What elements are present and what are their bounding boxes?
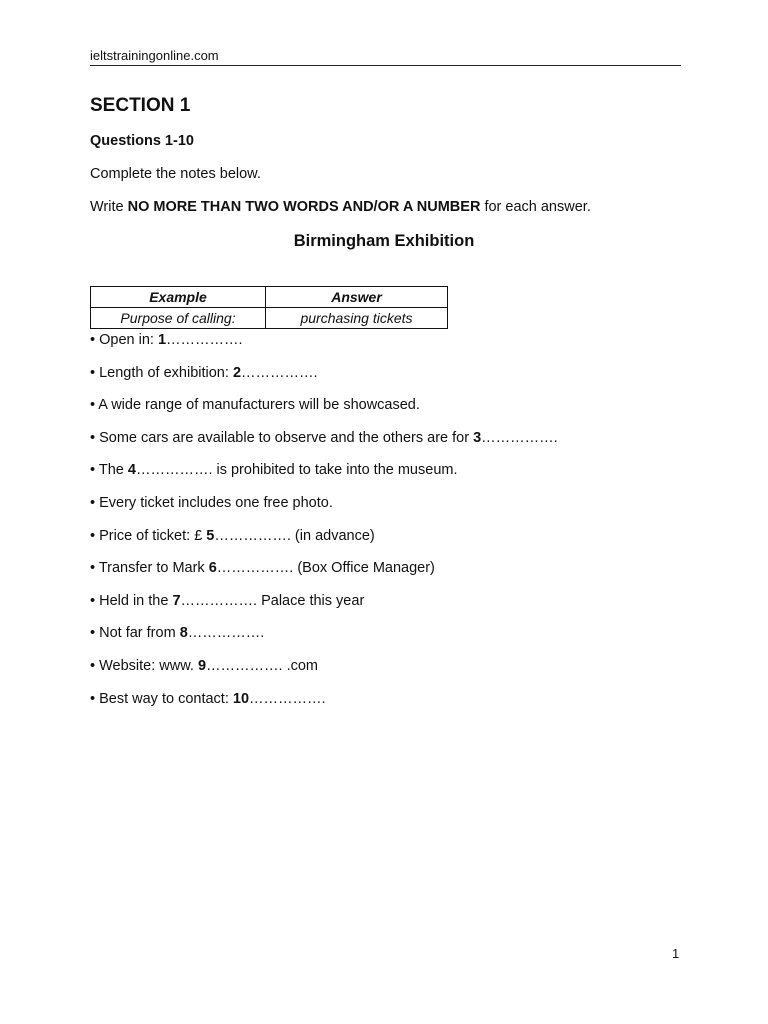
word-limit-instruction (90, 199, 591, 215)
note-item (90, 656, 558, 689)
note-item (90, 623, 558, 656)
answer-header: Answer (266, 287, 448, 308)
answer-blank: ……………. (187, 625, 265, 642)
note-text: • Transfer to Mark (90, 560, 209, 577)
question-number: 9 (197, 657, 207, 674)
note-item (90, 428, 558, 461)
note-item (90, 460, 558, 493)
instruction-suffix: for each answer. (480, 199, 591, 215)
note-text: • Every ticket includes one free photo. (90, 494, 333, 511)
example-cell: Purpose of calling: (91, 308, 266, 329)
answer-cell: purchasing tickets (266, 308, 448, 329)
question-number: 10 (232, 690, 250, 707)
note-text: • Website: www. (90, 657, 198, 674)
question-number: 7 (172, 592, 181, 609)
note-text: • A wide range of manufacturers will be showcased. (90, 397, 420, 414)
instruction-prefix: Write (90, 199, 128, 215)
instruction-bold: NO MORE THAN TWO WORDS AND/OR A NUMBER (127, 199, 481, 215)
answer-blank: ……………. is prohibited to take into the museum. (135, 462, 458, 479)
note-text: • Price of ticket: £ (90, 527, 207, 544)
answer-blank: ……………. (249, 690, 326, 707)
example-header: Example (91, 287, 266, 308)
note-item (90, 591, 558, 624)
notes-list (90, 330, 558, 721)
answer-blank: ……………. (166, 332, 243, 348)
note-text: • Held in the (90, 592, 173, 609)
question-number: 8 (179, 625, 188, 642)
answer-blank: ……………. (481, 429, 558, 446)
answer-blank: ……………. (241, 364, 318, 381)
answer-blank: ……………. .com (206, 657, 319, 674)
note-text: • Open in: (90, 332, 158, 348)
answer-blank: ……………. (in advance) (214, 527, 375, 544)
note-item (90, 493, 558, 526)
header-rule (90, 65, 681, 66)
section-title: SECTION 1 (90, 95, 191, 116)
answer-blank: ……………. (Box Office Manager) (216, 560, 435, 577)
note-item (90, 689, 558, 722)
question-number: 1 (157, 332, 167, 348)
question-number: 2 (232, 364, 242, 381)
question-number: 5 (206, 527, 215, 544)
note-item (90, 395, 558, 428)
site-header: ieltstrainingonline.com (90, 48, 219, 63)
example-table-row (91, 308, 448, 329)
complete-instruction: Complete the notes below. (90, 166, 261, 182)
question-number: 4 (127, 462, 136, 479)
note-text: • Not far from (90, 625, 180, 642)
example-table-header-row (91, 287, 448, 308)
note-text: • Best way to contact: (90, 690, 233, 707)
exhibition-title: Birmingham Exhibition (293, 232, 475, 250)
question-number: 6 (208, 560, 217, 577)
example-table (90, 286, 448, 329)
note-item (90, 558, 558, 591)
page-number: 1 (672, 946, 680, 961)
note-text: • The (90, 462, 128, 479)
note-text: • Length of exhibition: (90, 364, 233, 381)
note-item (90, 363, 558, 396)
questions-label: Questions 1-10 (90, 133, 194, 149)
question-number: 3 (473, 429, 482, 446)
note-item (90, 330, 558, 363)
note-text: • Some cars are available to observe and the others are for (90, 429, 474, 446)
note-item (90, 526, 558, 559)
answer-blank: ……………. Palace this year (180, 592, 365, 609)
